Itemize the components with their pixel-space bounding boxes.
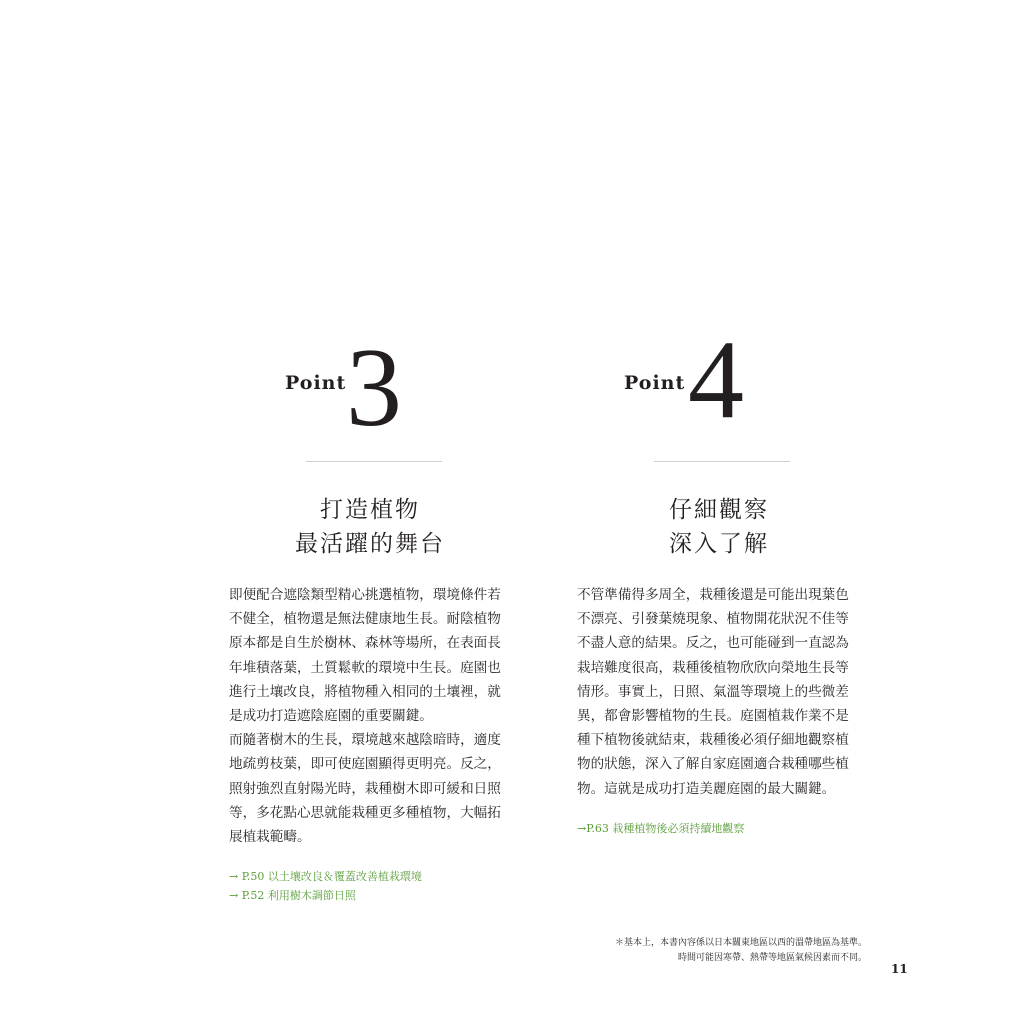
reference-link: →P.63 栽種植物後必須持續地觀察	[577, 822, 745, 835]
point-4-title-line: 深入了解	[669, 531, 769, 557]
point-4-references	[577, 819, 744, 838]
point-4-heading	[620, 318, 800, 442]
point-3-number: 3	[346, 326, 402, 450]
reference-link: → P.50 以土壤改良＆覆蓋改善植栽環境	[229, 870, 422, 883]
page-number: 11	[891, 962, 908, 976]
body-line: 物的狀態，深入了解自家庭園適合栽種哪些植	[577, 756, 849, 773]
body-line: 展植栽範疇。	[229, 829, 311, 846]
body-line: 地疏剪枝葉，即可使庭園顯得更明亮。反之，	[229, 756, 501, 773]
point-4-number: 4	[688, 318, 744, 442]
body-line: 不健全，植物還是無法健康地生長。耐陰植物	[229, 611, 501, 628]
body-line: 栽培難度很高，栽種後植物欣欣向榮地生長等	[577, 659, 849, 676]
body-line: 進行土壤改良，將植物種入相同的土壤裡，就	[229, 683, 501, 700]
point-4-title	[569, 493, 869, 561]
point-3-label: Point	[285, 372, 347, 394]
point-3-references	[229, 867, 422, 905]
reference-link: → P.52 利用樹木調節日照	[229, 889, 356, 902]
body-line: 不管準備得多周全，栽種後還是可能出現葉色	[577, 587, 849, 603]
point-3-title	[220, 493, 520, 561]
footnote	[615, 936, 867, 966]
body-line: 照射強烈直射陽光時，栽種樹木即可緩和日照	[229, 780, 501, 797]
body-line: 不盡人意的結果。反之，也可能碰到一直認為	[577, 635, 849, 652]
body-line: 等，多花點心思就能栽種更多種植物，大幅拓	[229, 804, 501, 821]
point-3-divider	[306, 461, 442, 462]
body-line: 物。這就是成功打造美麗庭園的最大關鍵。	[577, 780, 836, 797]
body-line: 而隨著樹木的生長，環境越來越陰暗時，適度	[229, 732, 501, 749]
point-3-body	[229, 583, 521, 849]
point-4-label: Point	[624, 372, 686, 394]
body-line: 不漂亮、引發葉燒現象、植物開花狀況不佳等	[577, 611, 849, 628]
body-line: 是成功打造遮陰庭園的重要關鍵。	[229, 708, 433, 725]
point-3-heading	[280, 326, 460, 450]
body-line: 年堆積落葉，土質鬆軟的環境中生長。庭園也	[229, 659, 501, 676]
body-line: 情形。事實上，日照、氣溫等環境上的些微差	[577, 683, 849, 700]
footnote-line: 時間可能因寒帶、熱帶等地區氣候因素而不同。	[677, 953, 867, 963]
body-line: 種下植物後就結束，栽種後必須仔細地觀察植	[577, 732, 849, 749]
point-3-title-line: 最活躍的舞台	[295, 531, 445, 557]
point-3-title-line: 打造植物	[320, 497, 420, 523]
point-4-body	[577, 583, 869, 801]
body-line: 原本都是自生於樹林、森林等場所，在表面長	[229, 635, 501, 652]
body-line: 即便配合遮陰類型精心挑選植物，環境條件若	[229, 587, 501, 603]
body-line: 異，都會影響植物的生長。庭園植栽作業不是	[577, 708, 849, 725]
point-4-title-line: 仔細觀察	[669, 497, 769, 523]
point-4-divider	[654, 461, 790, 462]
footnote-line: ＊基本上，本書內容係以日本關東地區以西的溫帶地區為基準。	[614, 938, 867, 948]
